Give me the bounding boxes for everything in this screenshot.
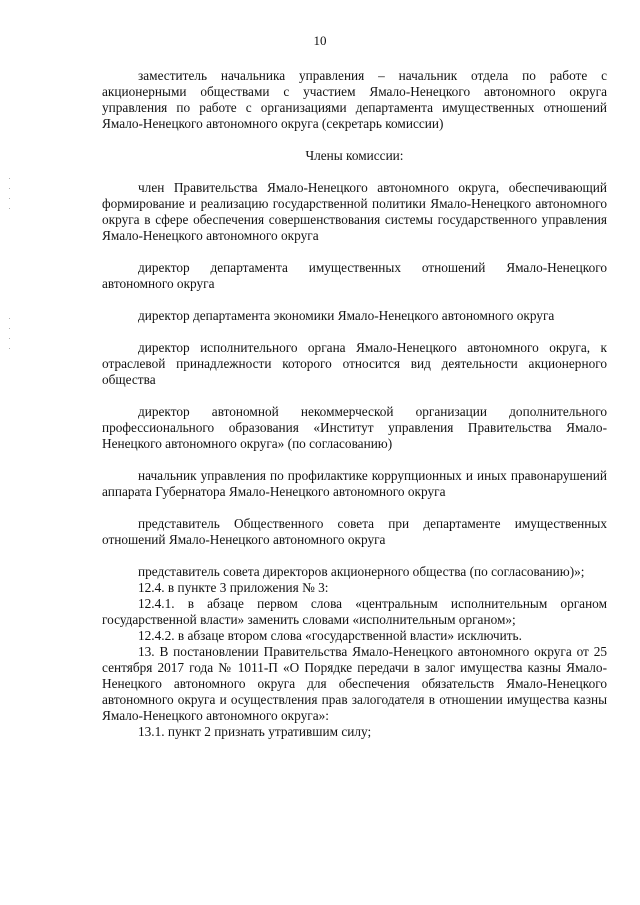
- margin-scan-marks: [9, 318, 12, 358]
- margin-scan-marks: [9, 178, 12, 218]
- member-entry: директор автономной некоммерческой организации дополнительного профессионального образования «Институт управления Правительства Ямало-Ненецкого автономного округа» (по согласованию): [102, 404, 607, 451]
- amendment-paragraph: 13. В постановлении Правительства Ямало-Ненецкого автономного округа от 25 сентября 2017 года № 1011-П «О Порядке передачи в залог имущества казны Ямало-Ненецкого автономного округа для обеспечения обязательств Ямало-Ненецкого автономного округа и осуществления прав залогодателя в отношении имущества казны Ямало-Ненецкого автономного округа»:: [102, 644, 607, 723]
- amendment-paragraph: 12.4.2. в абзаце втором слова «государственной власти» исключить.: [138, 628, 522, 643]
- amendment-paragraph: 12.4. в пункте 3 приложения № 3:: [138, 580, 329, 595]
- member-entry: директор исполнительного органа Ямало-Ненецкого автономного округа, к отраслевой принадлежности которого относится вид деятельности акционерного общества: [102, 340, 607, 387]
- member-entry: директор департамента экономики Ямало-Ненецкого автономного округа: [138, 308, 555, 323]
- member-entry: начальник управления по профилактике коррупционных и иных правонарушений аппарата Губернатора Ямало-Ненецкого автономного округа: [102, 468, 607, 499]
- member-entry: член Правительства Ямало-Ненецкого автономного округа, обеспечивающий формирование и реализацию государственной политики Ямало-Ненецкого автономного округа в сфере обеспечения совершенствования системы государственного управления Ямало-Ненецкого автономного округа: [102, 180, 607, 243]
- member-entry: представитель Общественного совета при департаменте имущественных отношений Ямало-Ненецкого автономного округа: [102, 516, 607, 547]
- page-number: 10: [313, 33, 327, 48]
- secretary-paragraph: заместитель начальника управления – начальник отдела по работе с акционерными обществами с участием Ямало-Ненецкого автономного округа управления по работе с организациями департамента имущественных отношений Ямало-Ненецкого автономного округа (секретарь комиссии): [102, 68, 607, 131]
- amendment-paragraph: 12.4.1. в абзаце первом слова «центральным исполнительным органом государственной власти» заменить словами «исполнительным органом»;: [102, 596, 607, 627]
- member-entry: директор департамента имущественных отношений Ямало-Ненецкого автономного округа: [102, 260, 607, 291]
- member-entry: представитель совета директоров акционерного общества (по согласованию)»;: [138, 564, 585, 579]
- members-heading: Члены комиссии:: [305, 148, 404, 163]
- amendment-paragraph: 13.1. пункт 2 признать утратившим силу;: [138, 724, 372, 739]
- document-body: [102, 68, 607, 740]
